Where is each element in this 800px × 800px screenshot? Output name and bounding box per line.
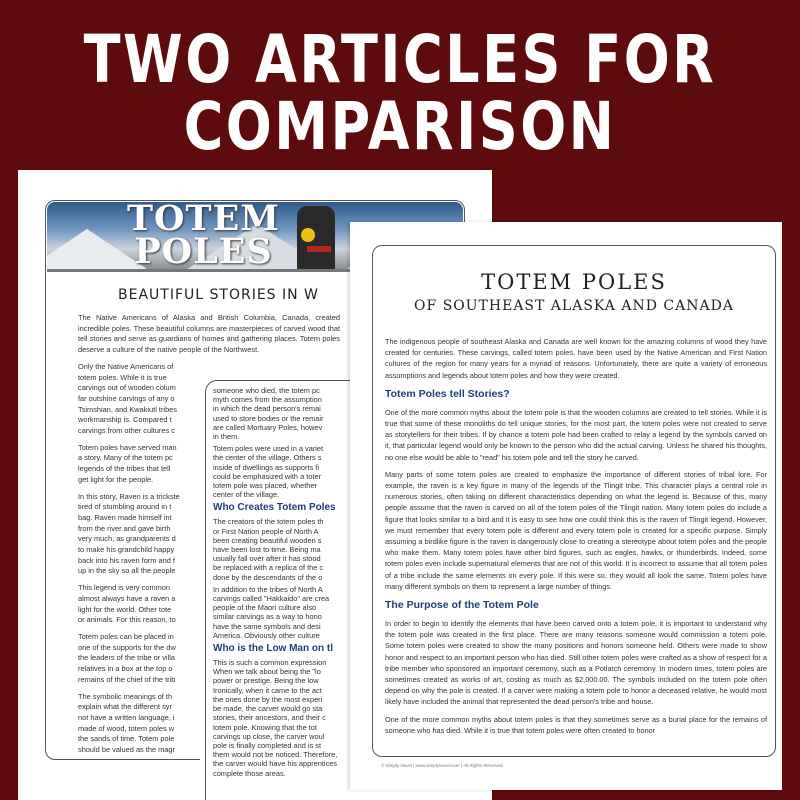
paragraph: The indigenous people of southeast Alaska and Canada are well known for the amazing columns of wood they have created for centuries. These carvings, called totem poles, have been used by the Native American and First Nation cultures of the region for many years for a myriad of reasons. Unfortunately, there are quite a variety of erroneous assumptions and legends about totem poles and how they were created.	[385, 337, 767, 380]
text-line: done by the descendants of the o	[213, 572, 323, 582]
text-line: relatives in a box at the top o	[78, 664, 173, 674]
text-line: power or prestige. Being the low	[213, 676, 319, 686]
text-line: stories, their ancestors, and their c	[213, 713, 326, 723]
article-3-title: TOTEM POLES	[481, 270, 667, 294]
text-line: been creating beautiful wooden s	[213, 535, 322, 545]
article-1-lines	[78, 362, 198, 756]
text-line: them would not be noticed. Therefore, the carver would have his apprentices complete those areas.	[213, 750, 338, 778]
text-line: legends of the tribes that tell	[78, 464, 171, 474]
paragraph: One of the more common myths about the totem pole is that the wooden columns are created to tell stories. While it is true that some of these monoliths do tell unique stories, for the most part, the totem poles were not created to serve as storytellers for their tribes. If by chance a totem pole had been crafted to relay a legend by the symbols carved on it, that particular legend would only be known to the person who did the actual carving. Unless he shared his thoughts, no one else would be able to "read" his totem pole and tell the story he carved.	[385, 407, 767, 462]
text-line: someone who died, the totem pc	[213, 386, 320, 395]
text-line: The creators of the totem poles th	[213, 517, 324, 527]
text-line: carvings up close, the carver woul	[213, 731, 325, 741]
text-line: totem pole. Knowing that the tot	[213, 722, 317, 732]
text-line: Totem poles can be placed in	[78, 631, 174, 641]
text-line: used to store bodies or the remair	[213, 413, 324, 423]
paragraph	[213, 517, 343, 581]
text-line: bag. Raven made himself int	[78, 512, 172, 522]
text-line: or animals. For this reason, to	[78, 615, 176, 625]
section-heading: Who is the Low Man on tl	[213, 643, 333, 655]
paragraph	[213, 658, 343, 778]
text-line: This is such a common expression	[213, 658, 327, 668]
text-line: be made, the carver would go sta	[213, 704, 323, 714]
text-line: back into his raven form and f	[78, 555, 175, 565]
text-line: usually fall over after it has stood	[213, 554, 321, 564]
text-line: have the same symbols and desi	[213, 621, 321, 631]
text-line: center of the village.	[213, 490, 280, 500]
paragraph: Many parts of some totem poles are created to emphasize the importance of different stories of tribal lore. For example, the raven is a key figure in many of the legends of the Tlingit tribe. This character plays a central role in numerous stories, often taking on different characteristics depending on what the legend is. Because of this, many people assume that the raven is carved on all of the totem poles of the Tlingit nation. Many totem poles do include a figure that looks similar to a bird and it is easy to see how one could think this is the raven of Tlingit legend. However, we must remember that every totem pole is different and every totem pole is created for a specific purpose. Simply assuming a birdlike figure is the raven is dangerously close to creating a stereotype about totem poles and the people who make them. Many totem poles have other bird figures, such as eagles, hawks, or thunderbirds. Indeed, some totem poles even include supernatural elements that are not of this world. It is incorrect to assume that all totem poles of a tribe include the same elements on every pole. If this were so, they would all look the same. Totem poles have many different symbols on them to represent a large number of things.	[385, 469, 767, 591]
article-1-subtitle: BEAUTIFUL STORIES IN W	[118, 287, 319, 303]
paragraph: One of the more common myths about totem poles is that they sometimes serve as a burial place for the remains of someone who has died. While it is true that totem poles were often created to honor	[385, 714, 767, 735]
text-line: one of the supports for the dw	[78, 642, 176, 652]
text-line: the sands of time. Totem pole	[78, 734, 175, 744]
text-line: tired of stumbling around in t	[78, 502, 172, 512]
text-line: could be emphasized with a toter	[213, 471, 322, 481]
section-heading: Who Creates Totem Poles	[213, 502, 336, 514]
section-heading: The Purpose of the Totem Pole	[385, 599, 539, 612]
text-line: This legend is very common	[78, 583, 171, 593]
text-line: inside of dwellings as supports fi	[213, 462, 319, 472]
text-line: to make his grandchild happy	[78, 545, 175, 555]
text-line: in which the dead person's remai	[213, 404, 321, 414]
paragraph	[213, 444, 343, 499]
text-line: in them.	[213, 432, 240, 442]
text-line: Only the Native Americans of	[78, 361, 174, 371]
text-line: people of the Maori culture also	[213, 603, 317, 613]
headline-line-2: COMPARISON	[183, 88, 617, 165]
paragraph	[213, 585, 343, 640]
banner-title: TOTEM POLES	[127, 202, 280, 272]
paragraph	[213, 386, 343, 441]
text-line: have been lost to time. Being ma	[213, 545, 321, 555]
paragraph: In order to begin to identify the elements that have been carved onto a totem pole, it is important to understand why the totem pole was created in the first place. There are many reasons someone would commission a totem pole. Some totem poles were created to show the many positions and honors someone held. Others were made to show honor and respect to an important person who has died. Still other totem poles were crafted as a show of respect for a tribe member who sponsored an important ceremony, such as a Potlatch ceremony. In modern times, totem poles are sometimes created as works of art, costing as much as $2,000.00. The symbols included on the totem pole often depend on why the pole is created. If a carver were making a totem pole to honor a deceased relative, he would most likely have included the animal that represented the dead person's tribe and house.	[385, 619, 767, 707]
text-line: made of wood, totem poles w	[78, 723, 175, 733]
text-line: are called Mortuary Poles, howev	[213, 422, 323, 432]
article-3-page	[350, 222, 782, 790]
text-line: up in the sky so all the people	[78, 566, 176, 576]
text-line: In this story, Raven is a trickste	[78, 491, 180, 501]
article-2-body	[213, 386, 343, 781]
text-line: get light for the people.	[78, 474, 154, 484]
section-heading: Totem Poles tell Stories?	[385, 387, 510, 400]
text-line: carvings called "Hakkaido" are crea	[213, 594, 330, 604]
text-line: Totem poles have served man	[78, 442, 177, 452]
text-line: be replaced with a replica of the c	[213, 563, 324, 573]
text-line: carvings from other cultures c	[78, 426, 175, 436]
article-1-intro: The Native Americans of Alaska and British Columbia, Canada, created incredible poles. These beautiful columns are masterpieces of carved wood that tell stories and serve as guardians of homes and gathering places. Totem poles deserve a culture of the native people of the Northwest.	[78, 313, 340, 355]
text-line: the leaders of the tribe or villa	[78, 653, 175, 663]
text-line: remains of the chief of the trib	[78, 674, 176, 684]
text-line: or First Nation people of North A	[213, 526, 319, 536]
text-line: Totem poles were used in a variet	[213, 444, 324, 454]
article-3-body	[385, 336, 767, 742]
text-line: myth comes from the assumption	[213, 395, 322, 405]
copyright-footer: © Simply Novel | www.simplynovel.com | All Rights Reserved.	[381, 763, 504, 768]
totem-pole-illustration	[297, 206, 335, 272]
text-line: light for the world. Other tote	[78, 604, 172, 614]
text-line: should be valued as the magr	[78, 745, 175, 755]
text-line: workmanship is. Compared t	[78, 415, 172, 425]
text-line: almost always have a raven a	[78, 593, 176, 603]
text-line: the center of the village. Others s	[213, 453, 322, 463]
text-line: the ones done by the most experi	[213, 694, 323, 704]
text-line: In addition to the tribes of North A	[213, 584, 323, 594]
text-line: The symbolic meanings of th	[78, 691, 173, 701]
article-3-subtitle: OF SOUTHEAST ALASKA AND CANADA	[414, 298, 734, 314]
text-line: far outshine carvings of any o	[78, 393, 175, 403]
text-line: similar carvings as a way to hono	[213, 612, 322, 622]
text-line: totem poles. While it is true	[78, 372, 167, 382]
text-line: explain what the different syr	[78, 702, 172, 712]
text-line: very much, as grandparents d	[78, 534, 176, 544]
text-line: a story. Many of the totem pc	[78, 453, 173, 463]
text-line: When we talk about being the "lo	[213, 667, 321, 677]
text-line: from the river and gave birth	[78, 523, 171, 533]
text-line: carvings out of wooden colum	[78, 383, 176, 393]
headline-line-1: TWO ARTICLES FOR	[83, 21, 717, 98]
text-line: not have a written language, i	[78, 712, 175, 722]
text-line: totem pole was placed, whether	[213, 481, 317, 491]
text-line: Tsimshian, and Kwakiutl tribes	[78, 404, 177, 414]
text-line: pole is finally completed and is st	[213, 740, 322, 750]
text-line: Ironically, when it came to the act	[213, 685, 322, 695]
text-line: America. Obviously other culture	[213, 630, 320, 640]
